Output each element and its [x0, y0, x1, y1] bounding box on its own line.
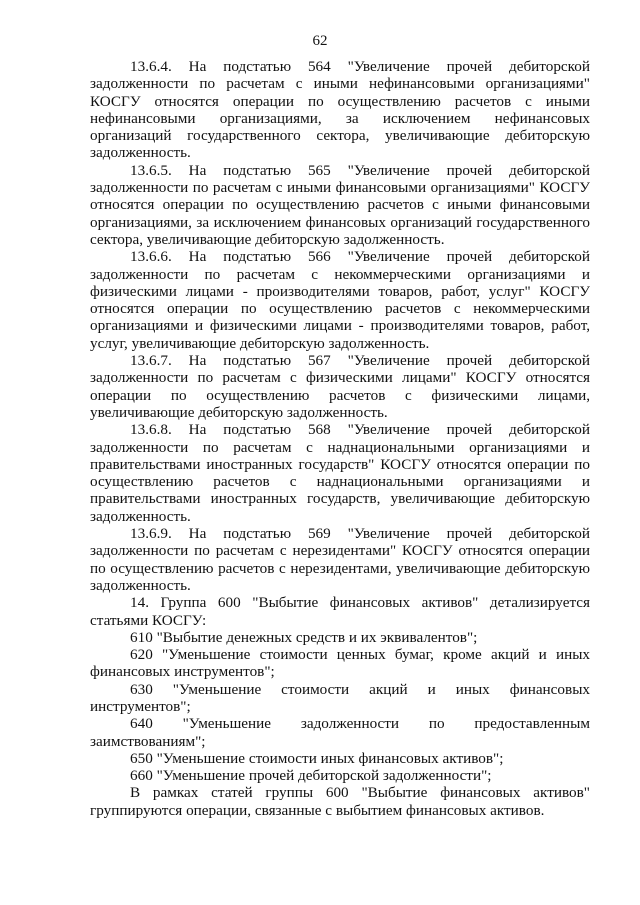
list-item-640: 640 "Уменьшение задолженности по предоставленным заимствованиям";: [90, 715, 590, 750]
paragraph-13-6-5: 13.6.5. На подстатью 565 "Увеличение прочей дебиторской задолженности по расчетам с иными финансовыми организациями" КОСГУ относятся операции по осуществлению расчетов с иными финансовыми организациями, за исключением финансовых организаций государственного сектора, увеличивающие дебиторскую задолженность.: [90, 161, 590, 248]
paragraph-13-6-7: 13.6.7. На подстатью 567 "Увеличение прочей дебиторской задолженности по расчетам с физическими лицами" КОСГУ относятся операции по осуществлению расчетов с физическими лицами, увеличивающие дебиторскую задолженность.: [90, 352, 590, 421]
list-item-630: 630 "Уменьшение стоимости акций и иных финансовых инструментов";: [90, 680, 590, 715]
list-item-650: 650 "Уменьшение стоимости иных финансовых активов";: [130, 749, 504, 767]
document-body: [90, 58, 590, 819]
paragraph-13-6-9: 13.6.9. На подстатью 569 "Увеличение прочей дебиторской задолженности по расчетам с нерезидентами" КОСГУ относятся операции по осуществлению расчетов с нерезидентами, увеличивающие дебиторскую задолженность.: [90, 525, 590, 594]
list-item-660: 660 "Уменьшение прочей дебиторской задолженности";: [130, 767, 492, 785]
page-number: 62: [312, 33, 328, 49]
paragraph-13-6-4: 13.6.4. На подстатью 564 "Увеличение прочей дебиторской задолженности по расчетам с иными нефинансовыми организациями" КОСГУ относятся операции по осуществлению расчетов с иными нефинансовыми организациями, за исключением нефинансовых организаций государственного сектора, увеличивающие дебиторскую задолженность.: [90, 58, 590, 162]
paragraph-14-intro: 14. Группа 600 "Выбытие финансовых активов" детализируется статьями КОСГУ:: [90, 594, 590, 629]
list-item-610: 610 "Выбытие денежных средств и их эквивалентов";: [130, 628, 478, 646]
paragraph-13-6-8: 13.6.8. На подстатью 568 "Увеличение прочей дебиторской задолженности по расчетам с наднациональными организациями и правительствами иностранных государств" КОСГУ относятся операции по осуществлению расчетов с наднациональными организациями и правительствами иностранных государств, увеличивающие дебиторскую задолженность.: [90, 421, 590, 525]
paragraph-group-600-summary: В рамках статей группы 600 "Выбытие финансовых активов" группируются операции, связанные с выбытием финансовых активов.: [90, 784, 590, 819]
list-item-620: 620 "Уменьшение стоимости ценных бумаг, кроме акций и иных финансовых инструментов";: [90, 646, 590, 681]
paragraph-13-6-6: 13.6.6. На подстатью 566 "Увеличение прочей дебиторской задолженности по расчетам с некоммерческими организациями и физическими лицами - производителями товаров, работ, услуг" КОСГУ относятся операции по осуществлению расчетов с некоммерческими организациями и физическими лицами - производителями товаров, работ, услуг, увеличивающие дебиторскую задолженность.: [90, 248, 590, 352]
